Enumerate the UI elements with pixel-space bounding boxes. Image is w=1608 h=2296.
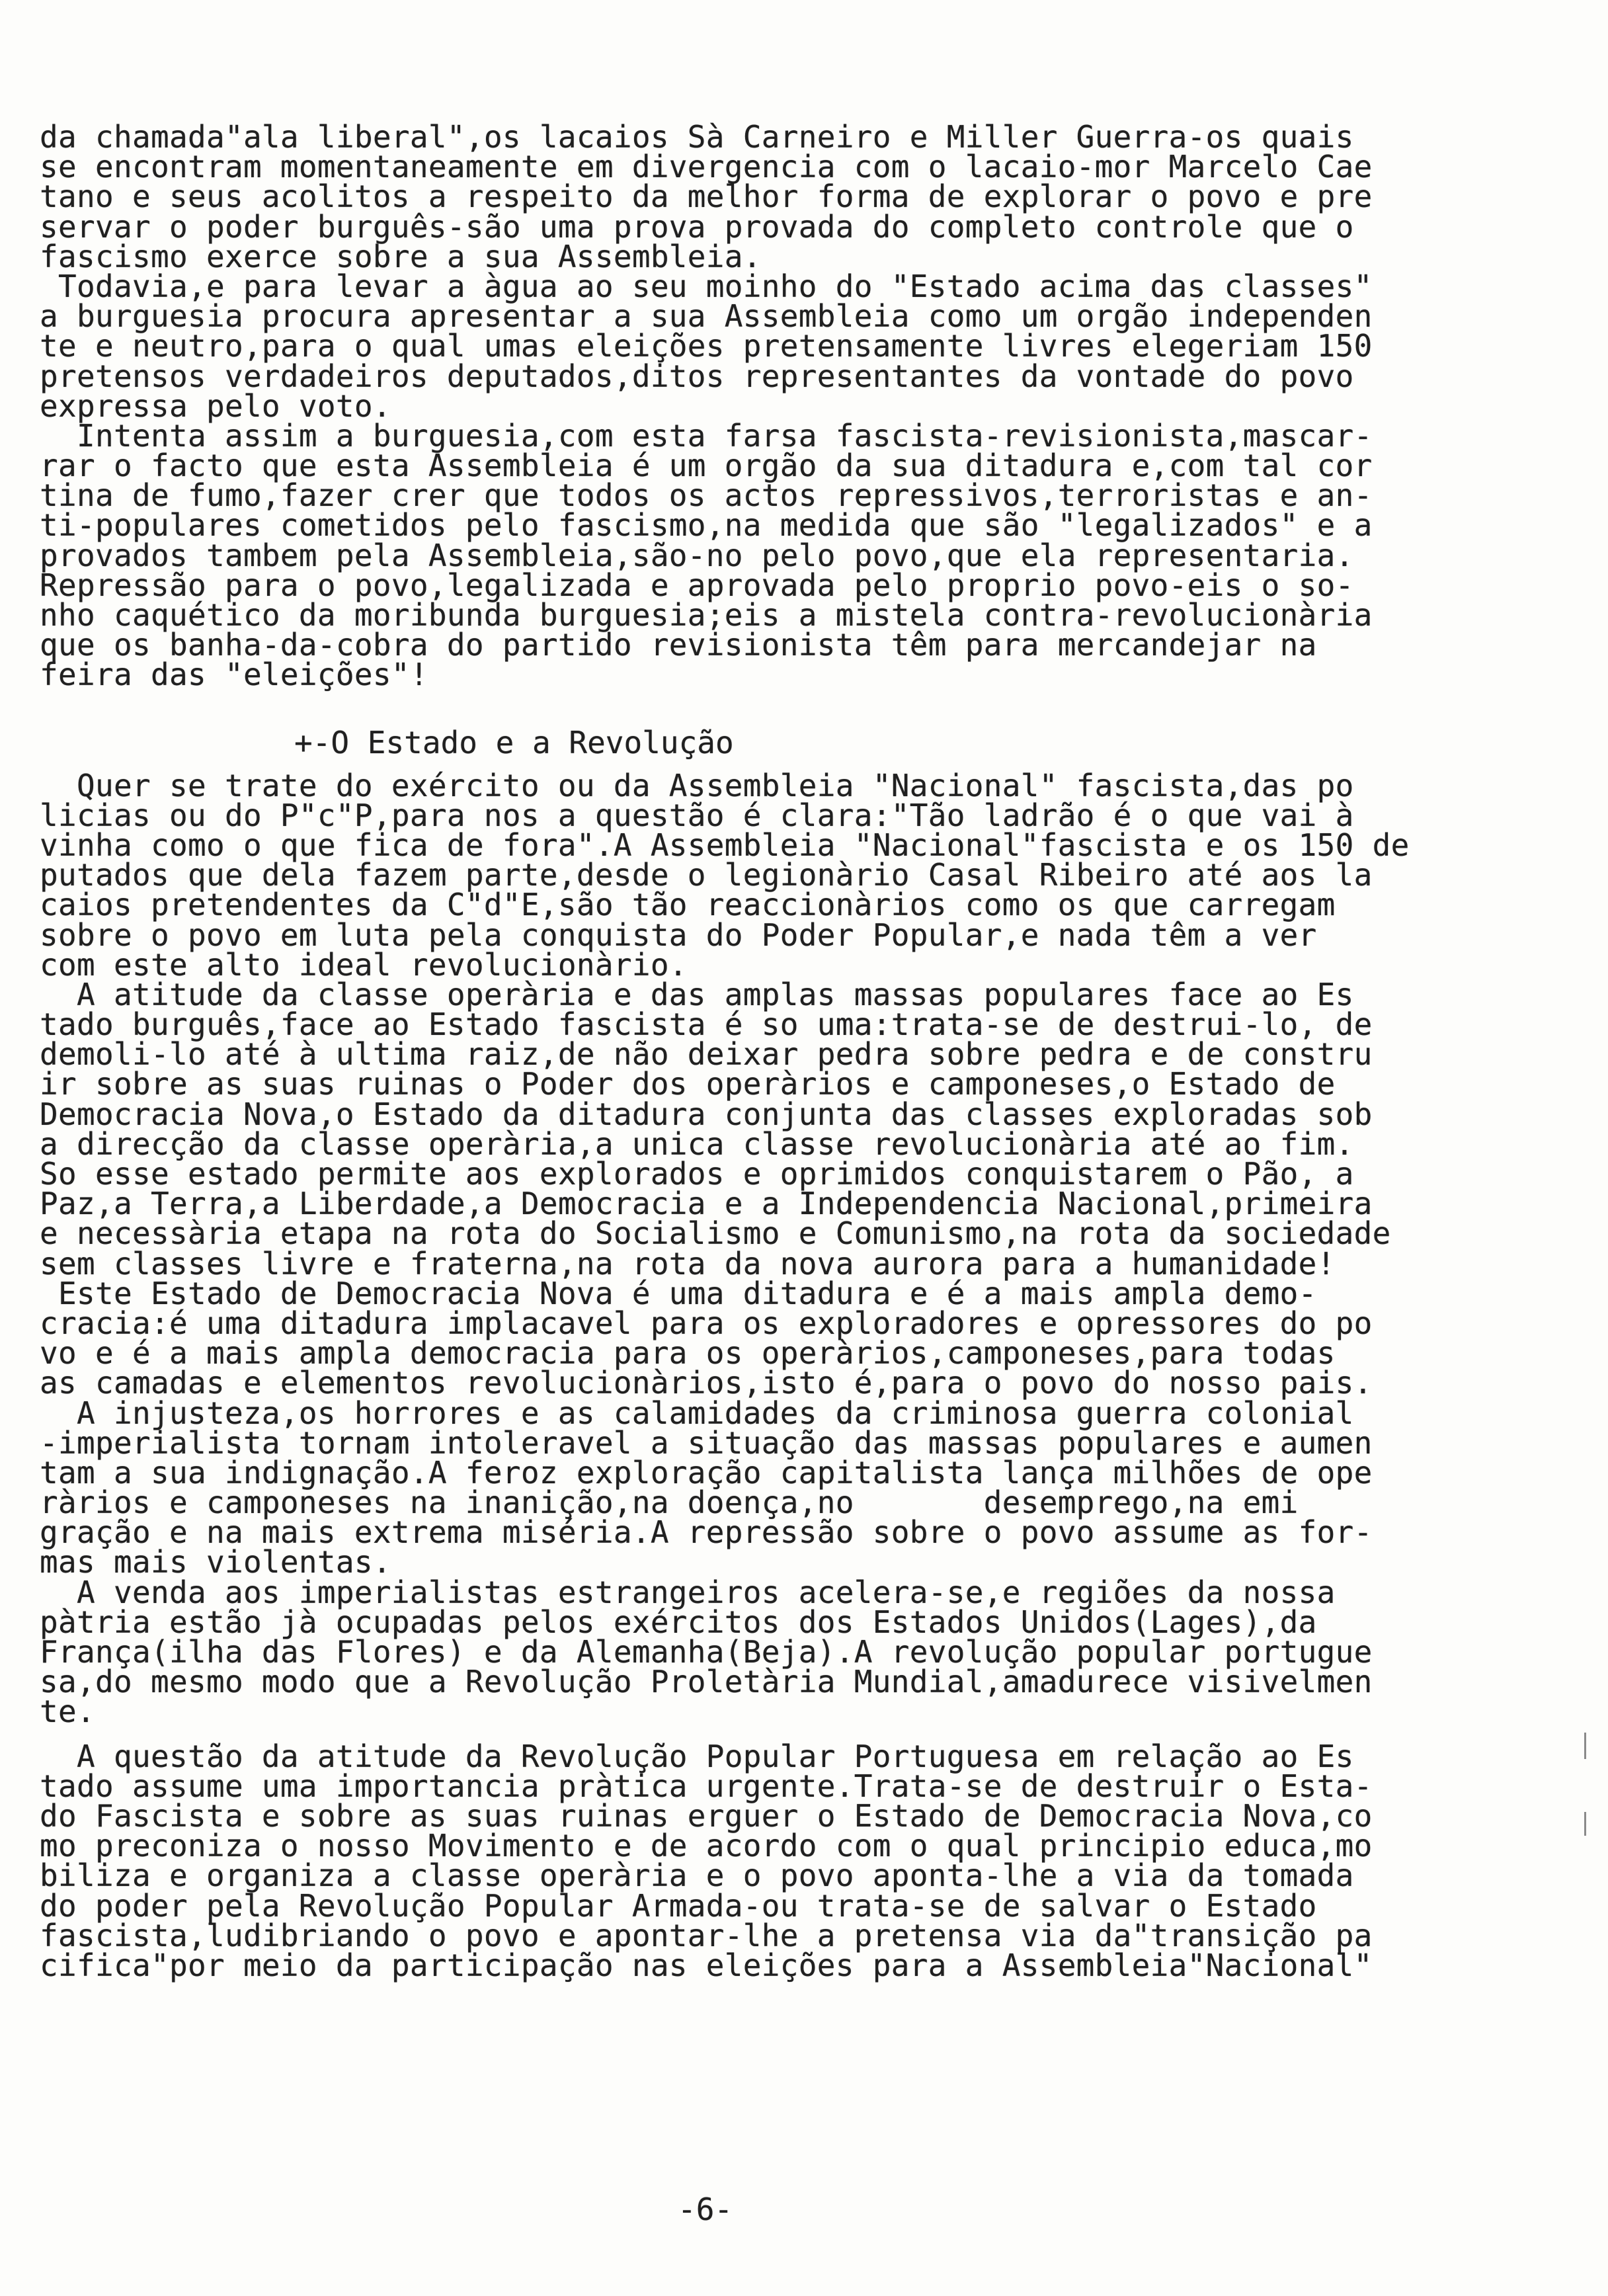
text-line: cifica"por meio da participação nas eleições para a Assembleia"Nacional"	[40, 1947, 1373, 1983]
text-line: ràrios e camponeses na inanição,na doença,no desemprego,na emi	[40, 1485, 1299, 1521]
margin-mark	[1584, 1812, 1586, 1836]
text-line: Repressão para o povo,legalizada e aprovada pelo proprio povo-eis o so-	[40, 567, 1354, 603]
text-line: Paz,a Terra,a Liberdade,a Democracia e a Independencia Nacional,primeira	[40, 1186, 1373, 1222]
text-line: cracia:é uma ditadura implacavel para os exploradores e opressores do po	[40, 1305, 1373, 1341]
text-line: mas mais violentas.	[40, 1544, 391, 1580]
text-line: tam a sua indignação.A feroz exploração capitalista lança milhões de ope	[40, 1454, 1373, 1491]
text-line: Democracia Nova,o Estado da ditadura conjunta das classes exploradas sob	[40, 1096, 1373, 1132]
text-line: te e neutro,para o qual umas eleições pretensamente livres elegeriam 150	[40, 328, 1373, 364]
text-line: pàtria estão jà ocupadas pelos exércitos dos Estados Unidos(Lages),da	[40, 1604, 1317, 1640]
text-line: fascista,ludibriando o povo e apontar-lhe a pretensa via da"transição pa	[40, 1917, 1373, 1953]
text-line: ti-populares cometidos pelo fascismo,na medida que são "legalizados" e a	[40, 507, 1373, 544]
text-line: licias ou do P"c"P,para nos a questão é clara:"Tão ladrão é o que vai à	[40, 797, 1354, 833]
text-line: ir sobre as suas ruinas o Poder dos operàrios e camponeses,o Estado de	[40, 1066, 1336, 1102]
text-line: tado burguês,face ao Estado fascista é so uma:trata-se de destrui-lo, de	[40, 1006, 1373, 1043]
paragraph-block-3	[40, 1738, 1508, 1983]
text-line: A atitude da classe operària e das amplas massas populares face ao Es	[40, 976, 1354, 1012]
text-line: servar o poder burguês-são uma prova provada do completo controle que o	[40, 208, 1354, 245]
text-line: França(ilha das Flores) e da Alemanha(Beja).A revolução popular portugue	[40, 1634, 1373, 1670]
text-line: tina de fumo,fazer crer que todos os actos repressivos,terroristas e an-	[40, 477, 1373, 514]
text-line: as camadas e elementos revolucionàrios,isto é,para o povo do nosso pais.	[40, 1365, 1373, 1401]
text-line: rar o facto que esta Assembleia é um orgão da sua ditadura e,com tal cor	[40, 448, 1373, 484]
text-line: sem classes livre e fraterna,na rota da nova aurora para a humanidade!	[40, 1245, 1336, 1282]
section-heading: +-O Estado e a Revolução	[294, 724, 734, 760]
text-line: biliza e organiza a classe operària e o povo aponta-lhe a via da tomada	[40, 1858, 1354, 1894]
text-line: Quer se trate do exército ou da Assembleia "Nacional" fascista,das po	[40, 767, 1354, 803]
text-line: tado assume uma importancia pràtica urgente.Trata-se de destruir o Esta-	[40, 1768, 1373, 1804]
text-line: sobre o povo em luta pela conquista do Poder Popular,e nada têm a ver	[40, 917, 1317, 953]
text-line: se encontram momentaneamente em divergencia com o lacaio-mor Marcelo Cae	[40, 149, 1373, 185]
text-line: sa,do mesmo modo que a Revolução Proletària Mundial,amadurece visivelmen	[40, 1664, 1373, 1700]
text-line: mo preconiza o nosso Movimento e de acordo com o qual principio educa,mo	[40, 1828, 1373, 1864]
text-line: nho caquético da moribunda burguesia;eis a mistela contra-revolucionària	[40, 597, 1373, 633]
text-line: Todavia,e para levar a àgua ao seu moinho do "Estado acima das classes"	[40, 268, 1373, 304]
text-line: da chamada"ala liberal",os lacaios Sà Carneiro e Miller Guerra-os quais	[40, 119, 1354, 155]
text-line: que os banha-da-cobra do partido revisionista têm para mercandejar na	[40, 627, 1317, 663]
text-line: So esse estado permite aos explorados e oprimidos conquistarem o Pão, a	[40, 1156, 1354, 1192]
paragraph-block-1	[40, 119, 1508, 693]
text-line: do Fascista e sobre as suas ruinas erguer o Estado de Democracia Nova,co	[40, 1797, 1373, 1834]
document-body	[40, 119, 1508, 1983]
text-line: caios pretendentes da C"d"E,são tão reaccionàrios como os que carregam	[40, 887, 1336, 923]
text-line: a direcção da classe operària,a unica classe revolucionària até ao fim.	[40, 1126, 1354, 1162]
page-number: -6-	[678, 2192, 733, 2227]
text-line: te.	[40, 1694, 95, 1730]
text-line: a burguesia procura apresentar a sua Assembleia como um orgão independen	[40, 298, 1373, 335]
text-line: demoli-lo até à ultima raiz,de não deixar pedra sobre pedra e de constru	[40, 1036, 1373, 1073]
text-line: vinha como o que fica de fora".A Assembleia "Nacional"fascista e os 150 de	[40, 827, 1410, 863]
text-line: expressa pelo voto.	[40, 388, 391, 424]
paragraph-block-2	[40, 767, 1508, 1730]
text-line: vo e é a mais ampla democracia para os operàrios,camponeses,para todas	[40, 1335, 1336, 1372]
text-line: pretensos verdadeiros deputados,ditos representantes da vontade do povo	[40, 358, 1354, 394]
text-line: Intenta assim a burguesia,com esta farsa fascista-revisionista,mascar-	[40, 417, 1373, 454]
text-line: provados tambem pela Assembleia,são-no pelo povo,que ela representaria.	[40, 537, 1354, 573]
text-line: feira das "eleições"!	[40, 657, 428, 693]
margin-mark	[1584, 1733, 1586, 1759]
text-line: tano e seus acolitos a respeito da melhor forma de explorar o povo e pre	[40, 179, 1373, 215]
text-line: do poder pela Revolução Popular Armada-ou trata-se de salvar o Estado	[40, 1887, 1317, 1924]
text-line: Este Estado de Democracia Nova é uma ditadura e é a mais ampla demo-	[40, 1275, 1317, 1311]
text-line: A questão da atitude da Revolução Popular Portuguesa em relação ao Es	[40, 1738, 1354, 1774]
text-line: com este alto ideal revolucionàrio.	[40, 946, 688, 983]
text-line: gração e na mais extrema miséria.A repressão sobre o povo assume as for-	[40, 1514, 1373, 1551]
text-line: putados que dela fazem parte,desde o legionàrio Casal Ribeiro até aos la	[40, 857, 1373, 893]
text-line: fascismo exerce sobre a sua Assembleia.	[40, 238, 762, 274]
text-line: -imperialista tornam intoleravel a situação das massas populares e aumen	[40, 1424, 1373, 1461]
text-line: e necessària etapa na rota do Socialismo e Comunismo,na rota da sociedade	[40, 1215, 1391, 1252]
text-line: A venda aos imperialistas estrangeiros acelera-se,e regiões da nossa	[40, 1574, 1336, 1610]
text-line: A injusteza,os horrores e as calamidades da criminosa guerra colonial	[40, 1395, 1354, 1431]
